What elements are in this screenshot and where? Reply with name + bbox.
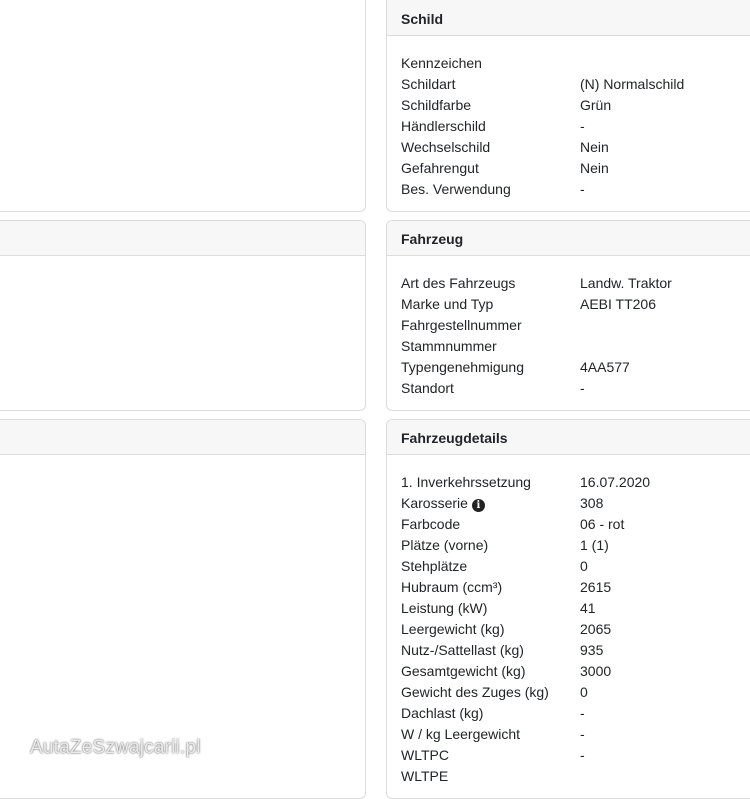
info-icon[interactable]: i (472, 499, 485, 512)
detail-label-text: Stehplätze (401, 558, 468, 574)
detail-row (401, 598, 750, 619)
detail-value (580, 53, 750, 74)
left-card-bottom-header (0, 420, 365, 455)
schild-title: Schild (401, 11, 444, 27)
detail-label (401, 95, 580, 116)
left-card-middle-header (0, 221, 365, 256)
detail-label (401, 315, 580, 336)
detail-value: (N) Normalschild (580, 76, 685, 92)
detail-row (401, 53, 750, 74)
detail-row (401, 745, 750, 766)
detail-label (401, 766, 580, 787)
detail-label (401, 661, 580, 682)
detail-label-text: Nutz-/Sattellast (kg) (401, 642, 524, 658)
detail-row (401, 179, 750, 200)
detail-row (401, 535, 750, 556)
detail-value: - (580, 726, 585, 742)
detail-label (401, 179, 580, 200)
detail-value (580, 336, 750, 357)
detail-label-text: Gesamtgewicht (kg) (401, 663, 526, 679)
detail-label-text: Schildart (401, 76, 456, 92)
detail-label (401, 619, 580, 640)
detail-value (580, 315, 750, 336)
fahrzeug-rows (387, 256, 750, 399)
detail-value: 4AA577 (580, 359, 630, 375)
detail-label-text: Marke und Typ (401, 296, 494, 312)
detail-row (401, 493, 750, 514)
detail-row (401, 514, 750, 535)
detail-value: 0 (580, 558, 588, 574)
fahrzeug-card-header (387, 221, 750, 256)
detail-label (401, 53, 580, 74)
detail-label (401, 577, 580, 598)
detail-value: 2615 (580, 579, 612, 595)
detail-value (580, 766, 750, 787)
detail-label (401, 745, 580, 766)
detail-label (401, 116, 580, 137)
detail-label-text: Plätze (vorne) (401, 537, 489, 553)
detail-value: 308 (580, 495, 604, 511)
detail-row (401, 158, 750, 179)
detail-label-text: Bes. Verwendung (401, 181, 511, 197)
detail-label-text: Dachlast (kg) (401, 705, 484, 721)
schild-rows (387, 36, 750, 200)
detail-label (401, 74, 580, 95)
detail-label (401, 640, 580, 661)
detail-value: Nein (580, 160, 609, 176)
detail-label (401, 472, 580, 493)
fahrzeugdetails-card (386, 419, 750, 799)
detail-label (401, 724, 580, 745)
detail-label (401, 336, 580, 357)
detail-label-text: Art des Fahrzeugs (401, 275, 516, 291)
detail-row (401, 472, 750, 493)
detail-row (401, 703, 750, 724)
detail-row (401, 273, 750, 294)
detail-label-text: Gewicht des Zuges (kg) (401, 684, 549, 700)
detail-label (401, 273, 580, 294)
detail-label-text: Schildfarbe (401, 97, 472, 113)
detail-value: - (580, 705, 585, 721)
detail-row (401, 640, 750, 661)
detail-value: Nein (580, 139, 609, 155)
detail-row (401, 682, 750, 703)
detail-value: 0 (580, 684, 588, 700)
detail-value: 41 (580, 600, 596, 616)
detail-row (401, 294, 750, 315)
detail-row (401, 357, 750, 378)
detail-row (401, 137, 750, 158)
detail-label-text: Leistung (kW) (401, 600, 488, 616)
detail-label (401, 357, 580, 378)
detail-label (401, 137, 580, 158)
detail-value: Landw. Traktor (580, 275, 672, 291)
detail-row (401, 766, 750, 787)
detail-label-text: Hubraum (ccm³) (401, 579, 503, 595)
detail-label (401, 556, 580, 577)
detail-label-text: Leergewicht (kg) (401, 621, 505, 637)
detail-row (401, 315, 750, 336)
detail-row (401, 336, 750, 357)
detail-label (401, 514, 580, 535)
detail-value: 1 (1) (580, 537, 609, 553)
detail-row (401, 74, 750, 95)
watermark: AutaZeSzwajcarii.pl (30, 737, 201, 758)
detail-label-text: Gefahrengut (401, 160, 479, 176)
left-card-top (0, 0, 366, 212)
detail-label (401, 378, 580, 399)
detail-label-text: 1. Inverkehrssetzung (401, 474, 531, 490)
detail-label (401, 682, 580, 703)
detail-label (401, 294, 580, 315)
detail-row (401, 378, 750, 399)
detail-label-text: Farbcode (401, 516, 461, 532)
detail-value: 3000 (580, 663, 612, 679)
detail-row (401, 116, 750, 137)
detail-value: - (580, 118, 585, 134)
detail-label-text: Wechselschild (401, 139, 491, 155)
detail-label (401, 493, 580, 514)
detail-label (401, 158, 580, 179)
detail-label-text: W / kg Leergewicht (401, 726, 521, 742)
detail-label-text: WLTPC (401, 747, 449, 763)
detail-row (401, 556, 750, 577)
detail-row (401, 661, 750, 682)
detail-label-text: Händlerschild (401, 118, 486, 134)
detail-label-text: WLTPE (401, 768, 449, 784)
detail-label (401, 598, 580, 619)
detail-row (401, 724, 750, 745)
detail-value: - (580, 747, 585, 763)
detail-label-text: Standort (401, 380, 454, 396)
detail-row (401, 95, 750, 116)
fahrzeugdetails-card-header (387, 420, 750, 455)
detail-label-text: Karosserie (401, 495, 468, 511)
schild-card (386, 0, 750, 212)
detail-value: Grün (580, 97, 612, 113)
detail-label-text: Fahrgestellnummer (401, 317, 522, 333)
detail-value: - (580, 181, 585, 197)
detail-row (401, 577, 750, 598)
fahrzeugdetails-rows (387, 455, 750, 787)
schild-card-header (387, 0, 750, 36)
fahrzeug-title: Fahrzeug (401, 231, 464, 247)
fahrzeugdetails-title: Fahrzeugdetails (401, 430, 508, 446)
detail-row (401, 619, 750, 640)
detail-label-text: Stammnummer (401, 338, 497, 354)
detail-value: AEBI TT206 (580, 296, 657, 312)
left-card-middle (0, 220, 366, 411)
detail-label (401, 535, 580, 556)
detail-label (401, 703, 580, 724)
detail-value: 2065 (580, 621, 612, 637)
detail-label-text: Kennzeichen (401, 55, 482, 71)
detail-label-text: Typengenehmigung (401, 359, 524, 375)
fahrzeug-card (386, 220, 750, 411)
detail-value: 06 - rot (580, 516, 625, 532)
detail-value: 935 (580, 642, 604, 658)
detail-value: - (580, 380, 585, 396)
detail-value: 16.07.2020 (580, 474, 651, 490)
